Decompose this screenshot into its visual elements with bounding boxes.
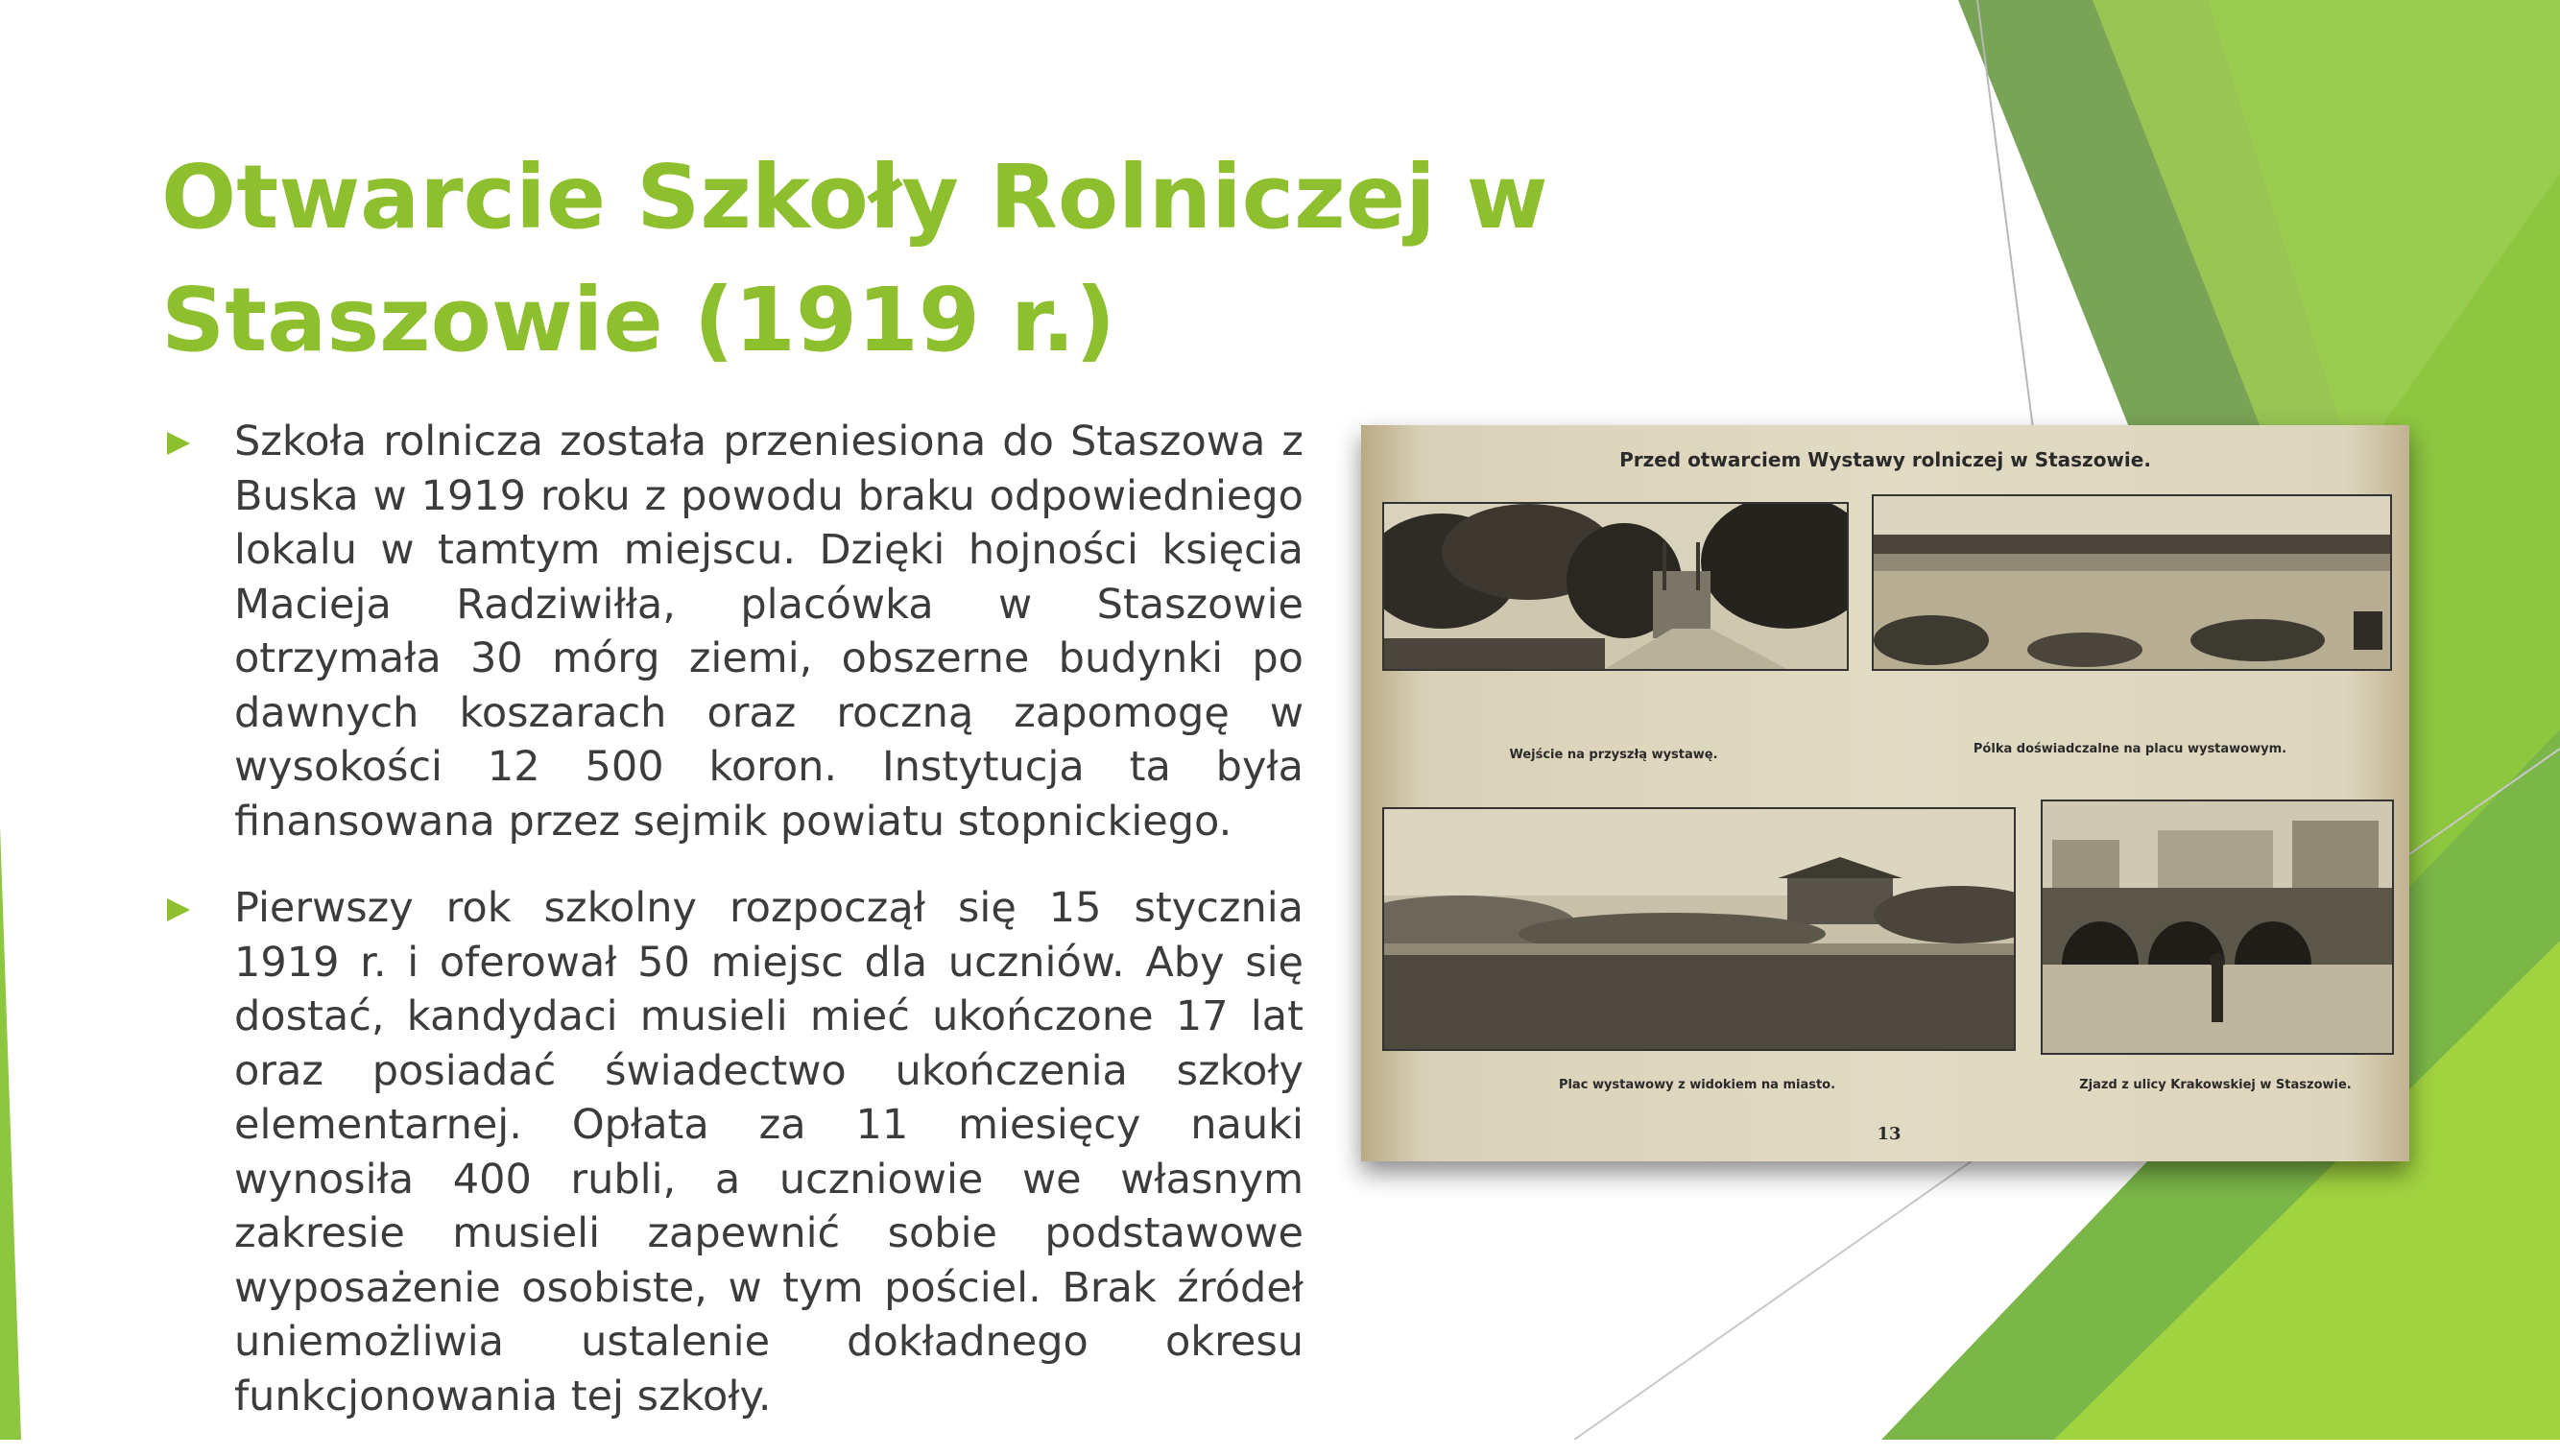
- bullet-arrow-icon: [167, 432, 190, 455]
- photo-entrance: [1382, 502, 1849, 671]
- photo-caption: Wejście na przyszłą wystawę.: [1509, 748, 1718, 762]
- photo-caption: Zjazd z ulicy Krakowskiej w Staszowie.: [2079, 1078, 2352, 1092]
- photo-experimental-field: [1872, 494, 2392, 671]
- bg-left-sliver: [0, 825, 21, 1440]
- photo-caption: Pólka doświadczalne na placu wystawowym.: [1973, 742, 2287, 756]
- bullet-list: [161, 415, 1304, 1456]
- slide-title: Otwarcie Szkoły Rolniczej w Staszowie (1919 r.): [161, 146, 1548, 371]
- bullet-text: Pierwszy rok szkolny rozpoczął się 15 stycznia 1919 r. i oferował 50 miejsc dla uczniów. Aby się dostać, kandydaci musieli mieć ukończone 17 lat oraz posiadać świadectwo ukończenia szkoły elementarnej. Opłata za 11 miesięcy nauki wynosiła 400 rubli, a uczniowie we własnym zakresie musieli zapewnić sobie podstawowe wyposażenie osobiste, w tym pościel. Brak źródeł uniemożliwia ustalenie dokładnego okresu funkcjonowania tej szkoły.: [234, 884, 1304, 1420]
- photo-page-number: 13: [1877, 1124, 1902, 1144]
- bullet-item: [161, 415, 1304, 848]
- photo-bridge: [2041, 800, 2394, 1055]
- historical-photo-page: [1361, 425, 2409, 1161]
- photo-exhibition-square: [1382, 807, 2016, 1051]
- bullet-text: Szkoła rolnicza została przeniesiona do Staszowa z Buska w 1919 roku z powodu braku odpowiedniego lokalu w tamtym miejscu. Dzięki hojności księcia Macieja Radziwiłła, placówka w Staszowie otrzymała 30 mórg ziemi, obszerne budynki po dawnych koszarach oraz roczną zapomogę w wysokości 12 500 koron. Instytucja ta była finansowana przez sejmik powiatu stopnickiego.: [234, 418, 1304, 846]
- bullet-arrow-icon: [167, 898, 190, 921]
- bullet-item: [161, 881, 1304, 1423]
- photo-caption: Plac wystawowy z widokiem na miasto.: [1558, 1078, 1836, 1092]
- photo-heading: Przed otwarciem Wystawy rolniczej w Staszowie.: [1619, 448, 2151, 471]
